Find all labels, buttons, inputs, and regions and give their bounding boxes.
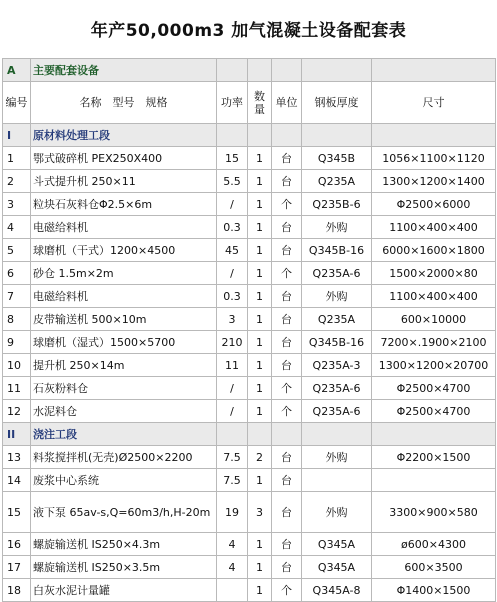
cell-size: ø600×4300 <box>372 533 496 556</box>
cell-power: / <box>217 400 248 423</box>
cell-unit: 台 <box>272 216 302 239</box>
table-row <box>3 579 496 602</box>
cell-unit: 个 <box>272 377 302 400</box>
cell-unit: 台 <box>272 239 302 262</box>
cell-unit: 个 <box>272 193 302 216</box>
header-power: 功率 <box>217 82 248 124</box>
header-qty: 数量 <box>248 82 272 124</box>
cell-qty: 3 <box>248 492 272 533</box>
subsection-code: II <box>3 423 31 446</box>
header-no: 编号 <box>3 82 31 124</box>
cell-unit: 台 <box>272 556 302 579</box>
cell-unit: 台 <box>272 354 302 377</box>
cell-thickness: Q345A <box>302 533 372 556</box>
cell-thickness: Q235A-6 <box>302 262 372 285</box>
cell-name: 液下泵 65av-s,Q=60m3/h,H-20m <box>31 492 217 533</box>
cell-size: Φ2500×4700 <box>372 377 496 400</box>
table-row <box>3 239 496 262</box>
cell-unit: 台 <box>272 285 302 308</box>
cell-size: 6000×1600×1800 <box>372 239 496 262</box>
header-unit: 单位 <box>272 82 302 124</box>
cell-qty: 2 <box>248 446 272 469</box>
cell-thickness: Q345A-8 <box>302 579 372 602</box>
cell-no: 17 <box>3 556 31 579</box>
cell-thickness <box>302 469 372 492</box>
cell-unit: 台 <box>272 147 302 170</box>
table-row <box>3 285 496 308</box>
cell-thickness: 外购 <box>302 446 372 469</box>
cell-no: 6 <box>3 262 31 285</box>
cell-power: 4 <box>217 556 248 579</box>
cell-no: 18 <box>3 579 31 602</box>
header-thickness: 钢板厚度 <box>302 82 372 124</box>
table-row <box>3 400 496 423</box>
cell-qty: 1 <box>248 170 272 193</box>
cell-power: 7.5 <box>217 446 248 469</box>
subsection-row <box>3 124 496 147</box>
table-row <box>3 331 496 354</box>
cell-power: / <box>217 262 248 285</box>
cell-size: 1300×1200×20700 <box>372 354 496 377</box>
cell-no: 2 <box>3 170 31 193</box>
cell-thickness: Q235A <box>302 308 372 331</box>
cell-qty: 1 <box>248 147 272 170</box>
section-label: 主要配套设备 <box>31 59 217 82</box>
cell-thickness: Q345B-16 <box>302 239 372 262</box>
cell-unit: 台 <box>272 469 302 492</box>
table-row <box>3 492 496 533</box>
cell-name: 废浆中心系统 <box>31 469 217 492</box>
cell-name: 球磨机（干式）1200×4500 <box>31 239 217 262</box>
cell-no: 14 <box>3 469 31 492</box>
cell-power: 7.5 <box>217 469 248 492</box>
cell-no: 11 <box>3 377 31 400</box>
cell-unit: 台 <box>272 170 302 193</box>
cell-unit: 个 <box>272 400 302 423</box>
cell-power: / <box>217 193 248 216</box>
cell-no: 4 <box>3 216 31 239</box>
cell-size: Φ2500×4700 <box>372 400 496 423</box>
section-row <box>3 59 496 82</box>
cell-thickness: 外购 <box>302 492 372 533</box>
cell-power: 5.5 <box>217 170 248 193</box>
cell-name: 电磁给料机 <box>31 216 217 239</box>
cell-power: 19 <box>217 492 248 533</box>
table-row <box>3 308 496 331</box>
cell-power: 4 <box>217 533 248 556</box>
cell-thickness: Q235A-6 <box>302 377 372 400</box>
cell-qty: 1 <box>248 556 272 579</box>
cell-size: 1056×1100×1120 <box>372 147 496 170</box>
table-row <box>3 377 496 400</box>
cell-qty: 1 <box>248 308 272 331</box>
table-row <box>3 170 496 193</box>
cell-qty: 1 <box>248 377 272 400</box>
cell-unit: 台 <box>272 446 302 469</box>
cell-unit: 个 <box>272 262 302 285</box>
header-name: 名称 型号 规格 <box>31 82 217 124</box>
cell-size <box>372 469 496 492</box>
cell-size: 1300×1200×1400 <box>372 170 496 193</box>
cell-no: 1 <box>3 147 31 170</box>
cell-no: 7 <box>3 285 31 308</box>
cell-thickness: Q345A <box>302 556 372 579</box>
cell-size: Φ2500×6000 <box>372 193 496 216</box>
cell-size: 1100×400×400 <box>372 216 496 239</box>
cell-no: 8 <box>3 308 31 331</box>
cell-no: 12 <box>3 400 31 423</box>
cell-size: 1100×400×400 <box>372 285 496 308</box>
cell-qty: 1 <box>248 354 272 377</box>
page-title: 年产50,000m3 加气混凝土设备配套表 <box>90 21 407 41</box>
cell-size: 3300×900×580 <box>372 492 496 533</box>
cell-qty: 1 <box>248 533 272 556</box>
cell-name: 鄂式破碎机 PEX250X400 <box>31 147 217 170</box>
cell-unit: 台 <box>272 308 302 331</box>
cell-unit: 个 <box>272 579 302 602</box>
cell-qty: 1 <box>248 469 272 492</box>
cell-no: 13 <box>3 446 31 469</box>
cell-size: 600×3500 <box>372 556 496 579</box>
cell-thickness: 外购 <box>302 285 372 308</box>
cell-thickness: Q235A <box>302 170 372 193</box>
cell-thickness: 外购 <box>302 216 372 239</box>
header-size: 尺寸 <box>372 82 496 124</box>
table-row <box>3 193 496 216</box>
table-row <box>3 533 496 556</box>
cell-thickness: Q235A-3 <box>302 354 372 377</box>
equipment-table <box>2 58 496 602</box>
cell-thickness: Q345B <box>302 147 372 170</box>
cell-power: 11 <box>217 354 248 377</box>
subsection-row <box>3 423 496 446</box>
cell-name: 石灰粉料仓 <box>31 377 217 400</box>
cell-thickness: Q345B-16 <box>302 331 372 354</box>
cell-unit: 台 <box>272 331 302 354</box>
table-row <box>3 556 496 579</box>
cell-name: 砂仓 1.5m×2m <box>31 262 217 285</box>
cell-no: 9 <box>3 331 31 354</box>
cell-name: 粒块石灰料仓Φ2.5×6m <box>31 193 217 216</box>
cell-power: 210 <box>217 331 248 354</box>
header-row <box>3 82 496 124</box>
cell-qty: 1 <box>248 579 272 602</box>
cell-name: 螺旋输送机 IS250×3.5m <box>31 556 217 579</box>
cell-no: 15 <box>3 492 31 533</box>
cell-qty: 1 <box>248 193 272 216</box>
table-row <box>3 147 496 170</box>
cell-power: 0.3 <box>217 285 248 308</box>
cell-no: 5 <box>3 239 31 262</box>
cell-unit: 台 <box>272 492 302 533</box>
section-code: A <box>3 59 31 82</box>
cell-thickness: Q235B-6 <box>302 193 372 216</box>
table-row <box>3 216 496 239</box>
cell-qty: 1 <box>248 285 272 308</box>
subsection-code: I <box>3 124 31 147</box>
cell-qty: 1 <box>248 331 272 354</box>
cell-name: 电磁给料机 <box>31 285 217 308</box>
cell-size: Φ2200×1500 <box>372 446 496 469</box>
cell-size: 600×10000 <box>372 308 496 331</box>
cell-size: Φ1400×1500 <box>372 579 496 602</box>
cell-thickness: Q235A-6 <box>302 400 372 423</box>
cell-name: 水泥料仓 <box>31 400 217 423</box>
subsection-label: 原材料处理工段 <box>31 124 217 147</box>
table-row <box>3 262 496 285</box>
table-row <box>3 469 496 492</box>
cell-name: 斗式提升机 250×11 <box>31 170 217 193</box>
cell-qty: 1 <box>248 400 272 423</box>
table-row <box>3 354 496 377</box>
cell-unit: 台 <box>272 533 302 556</box>
subsection-label: 浇注工段 <box>31 423 217 446</box>
cell-name: 提升机 250×14m <box>31 354 217 377</box>
cell-name: 球磨机（湿式）1500×5700 <box>31 331 217 354</box>
cell-name: 皮带输送机 500×10m <box>31 308 217 331</box>
cell-qty: 1 <box>248 239 272 262</box>
cell-no: 16 <box>3 533 31 556</box>
cell-no: 10 <box>3 354 31 377</box>
cell-name: 料浆搅拌机(无壳)Ø2500×2200 <box>31 446 217 469</box>
cell-qty: 1 <box>248 262 272 285</box>
cell-power: 3 <box>217 308 248 331</box>
cell-power: 45 <box>217 239 248 262</box>
cell-power: / <box>217 377 248 400</box>
cell-no: 3 <box>3 193 31 216</box>
cell-power: 0.3 <box>217 216 248 239</box>
cell-name: 螺旋输送机 IS250×4.3m <box>31 533 217 556</box>
cell-size: 7200×.1900×2100 <box>372 331 496 354</box>
cell-power: 15 <box>217 147 248 170</box>
table-row <box>3 446 496 469</box>
cell-name: 白灰水泥计量罐 <box>31 579 217 602</box>
cell-power <box>217 579 248 602</box>
cell-size: 1500×2000×80 <box>372 262 496 285</box>
cell-qty: 1 <box>248 216 272 239</box>
